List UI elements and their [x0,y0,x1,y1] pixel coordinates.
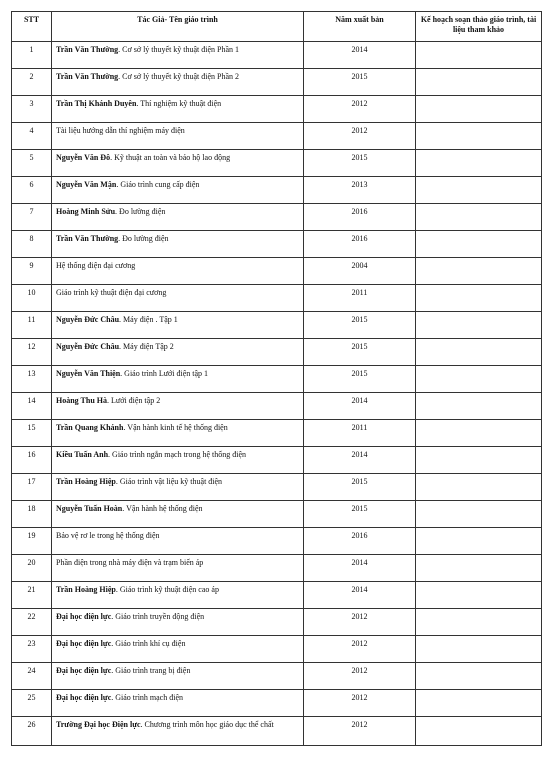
table-row [12,231,542,258]
table-row [12,339,542,366]
separator: . [122,504,127,513]
row-number: 13 [12,366,52,393]
author-title-cell [52,177,304,204]
row-number: 2 [12,69,52,96]
author-name: Đại học điện lực [56,693,112,702]
publish-year: 2015 [304,69,416,96]
separator: . [116,180,121,189]
author-title-cell [52,312,304,339]
row-number: 1 [12,42,52,69]
book-title: Kỹ thuật an toàn và bảo hộ lao động [114,153,231,162]
separator: . [111,666,116,675]
row-number: 16 [12,447,52,474]
table-row [12,258,542,285]
plan-cell [416,366,542,393]
author-name: Trần Hoàng Hiệp [56,477,116,486]
plan-cell [416,609,542,636]
publish-year: 2015 [304,150,416,177]
table-row [12,501,542,528]
row-number: 24 [12,663,52,690]
header-row [12,12,542,42]
separator: . [108,450,113,459]
author-title-cell [52,366,304,393]
author-title-cell [52,501,304,528]
book-title: Giáo trình cung cấp điện [120,180,200,189]
book-title: Lưới điện tập 2 [110,396,161,405]
plan-cell [416,42,542,69]
row-number: 15 [12,420,52,447]
author-title-cell [52,69,304,96]
author-title-cell [52,231,304,258]
book-title: Giáo trình trang bị điện [115,666,191,675]
publish-year: 2012 [304,636,416,663]
author-title-cell [52,393,304,420]
plan-cell [416,582,542,609]
book-title: Đo lường điện [122,234,169,243]
author-name: Nguyễn Văn Thiện [56,369,121,378]
author-title-cell [52,474,304,501]
separator: . [118,72,123,81]
author-name: Trường Đại học Điện lực [56,720,141,729]
table-row [12,177,542,204]
author-title-cell [52,150,304,177]
publish-year: 2012 [304,690,416,717]
author-name: Kiều Tuấn Anh [56,450,109,459]
separator: . [118,45,123,54]
table-row [12,447,542,474]
book-title: Hệ thống điện đại cương [56,261,136,270]
plan-cell [416,555,542,582]
table-row [12,636,542,663]
row-number: 7 [12,204,52,231]
plan-cell [416,285,542,312]
row-number: 21 [12,582,52,609]
separator: . [110,153,115,162]
author-title-cell [52,420,304,447]
plan-cell [416,69,542,96]
row-number: 25 [12,690,52,717]
author-name: Trần Thị Khánh Duyên [56,99,137,108]
author-name: Đại học điện lực [56,639,112,648]
publish-year: 2014 [304,42,416,69]
publish-year: 2015 [304,366,416,393]
header-year: Năm xuất bản [304,12,416,42]
publish-year: 2013 [304,177,416,204]
book-title: Giáo trình mạch điện [115,693,184,702]
book-title: Vận hành hệ thống điện [126,504,203,513]
publish-year: 2011 [304,420,416,447]
plan-cell [416,393,542,420]
book-title: Tài liệu hướng dẫn thí nghiệm máy điện [56,126,185,135]
plan-cell [416,339,542,366]
plan-cell [416,474,542,501]
author-title-cell [52,663,304,690]
publish-year: 2012 [304,663,416,690]
publish-year: 2015 [304,474,416,501]
separator: . [115,207,120,216]
author-name: Trần Hoàng Hiệp [56,585,116,594]
row-number: 5 [12,150,52,177]
author-title-cell [52,717,304,746]
separator: . [136,99,141,108]
row-number: 17 [12,474,52,501]
book-title: Giáo trình khí cụ điện [115,639,186,648]
table-row [12,690,542,717]
author-title-cell [52,636,304,663]
textbook-table [11,11,542,746]
table-row [12,96,542,123]
plan-cell [416,258,542,285]
table-row [12,366,542,393]
row-number: 20 [12,555,52,582]
author-title-cell [52,690,304,717]
publish-year: 2016 [304,231,416,258]
publish-year: 2012 [304,717,416,746]
table-row [12,528,542,555]
header-stt: STT [12,12,52,42]
book-title: Máy điện . Tập 1 [123,315,178,324]
publish-year: 2015 [304,339,416,366]
author-title-cell [52,609,304,636]
row-number: 3 [12,96,52,123]
table-row [12,123,542,150]
separator: . [115,585,120,594]
book-title: Giáo trình vật liệu kỹ thuật điện [119,477,223,486]
author-name: Nguyễn Văn Đô [56,153,111,162]
table-body [12,42,542,746]
plan-cell [416,501,542,528]
publish-year: 2015 [304,312,416,339]
publish-year: 2004 [304,258,416,285]
row-number: 26 [12,717,52,746]
author-name: Trần Quang Khánh [56,423,124,432]
plan-cell [416,528,542,555]
plan-cell [416,663,542,690]
plan-cell [416,447,542,474]
author-name: Nguyễn Tuấn Hoàn [56,504,123,513]
book-title: Giáo trình Lưới điện tập 1 [124,369,209,378]
publish-year: 2011 [304,285,416,312]
table-row [12,285,542,312]
author-name: Đại học điện lực [56,612,112,621]
author-title-cell [52,285,304,312]
plan-cell [416,420,542,447]
row-number: 6 [12,177,52,204]
plan-cell [416,150,542,177]
publish-year: 2015 [304,501,416,528]
plan-cell [416,231,542,258]
publish-year: 2016 [304,528,416,555]
row-number: 12 [12,339,52,366]
author-title-cell [52,528,304,555]
table-row [12,474,542,501]
row-number: 9 [12,258,52,285]
book-title: Cơ sở lý thuyết kỹ thuật điện Phần 1 [122,45,240,54]
plan-cell [416,123,542,150]
row-number: 4 [12,123,52,150]
book-title: Giáo trình kỹ thuật điện cao áp [119,585,219,594]
book-title: Cơ sở lý thuyết kỹ thuật điện Phần 2 [122,72,240,81]
row-number: 23 [12,636,52,663]
author-title-cell [52,447,304,474]
author-title-cell [52,555,304,582]
plan-cell [416,636,542,663]
book-title: Phần điện trong nhà máy điện và trạm biến áp [56,558,204,567]
publish-year: 2016 [304,204,416,231]
row-number: 10 [12,285,52,312]
separator: . [106,396,111,405]
book-title: Bảo vệ rơ le trong hệ thống điện [56,531,160,540]
table-row [12,420,542,447]
author-name: Trần Văn Thường [56,234,119,243]
author-name: Nguyễn Đức Châu [56,315,120,324]
table-row [12,717,542,746]
table-row [12,69,542,96]
author-title-cell [52,582,304,609]
author-name: Nguyễn Văn Mận [56,180,117,189]
book-title: Giáo trình kỹ thuật điện đại cương [56,288,167,297]
table-row [12,582,542,609]
table-row [12,663,542,690]
publish-year: 2012 [304,609,416,636]
book-title: Giáo trình ngắn mạch trong hệ thống điện [112,450,247,459]
author-name: Trần Văn Thường [56,72,119,81]
header-plan: Kế hoạch soạn thảo giáo trình, tài liệu tham khảo [416,12,542,42]
publish-year: 2012 [304,96,416,123]
author-title-cell [52,96,304,123]
author-name: Hoàng Minh Sửu [56,207,116,216]
separator: . [123,423,128,432]
publish-year: 2014 [304,447,416,474]
table-row [12,150,542,177]
author-name: Trần Văn Thường [56,45,119,54]
author-name: Đại học điện lực [56,666,112,675]
plan-cell [416,312,542,339]
row-number: 11 [12,312,52,339]
separator: . [111,639,116,648]
table-row [12,312,542,339]
author-name: Hoàng Thu Hà [56,396,107,405]
row-number: 19 [12,528,52,555]
book-title: Thí nghiệm kỹ thuật điện [140,99,222,108]
book-title: Chương trình môn học giáo dục thể chất [144,720,274,729]
separator: . [111,693,116,702]
author-title-cell [52,258,304,285]
plan-cell [416,690,542,717]
row-number: 18 [12,501,52,528]
author-title-cell [52,204,304,231]
author-name: Nguyễn Đức Châu [56,342,120,351]
plan-cell [416,204,542,231]
table-row [12,42,542,69]
plan-cell [416,717,542,746]
separator: . [140,720,145,729]
separator: . [119,342,124,351]
publish-year: 2014 [304,555,416,582]
publish-year: 2014 [304,393,416,420]
separator: . [111,612,116,621]
table-row [12,393,542,420]
book-title: Máy điện Tập 2 [123,342,174,351]
separator: . [120,369,125,378]
book-title: Giáo trình truyền động điện [115,612,205,621]
publish-year: 2012 [304,123,416,150]
row-number: 8 [12,231,52,258]
publish-year: 2014 [304,582,416,609]
row-number: 22 [12,609,52,636]
separator: . [115,477,120,486]
author-title-cell [52,339,304,366]
plan-cell [416,96,542,123]
table-row [12,204,542,231]
header-author-title: Tác Giả- Tên giáo trình [52,12,304,42]
author-title-cell [52,42,304,69]
table-row [12,609,542,636]
book-title: Vận hành kinh tế hệ thống điện [127,423,228,432]
row-number: 14 [12,393,52,420]
plan-cell [416,177,542,204]
author-title-cell [52,123,304,150]
table-row [12,555,542,582]
separator: . [118,234,123,243]
separator: . [119,315,124,324]
book-title: Đo lường điện [119,207,166,216]
